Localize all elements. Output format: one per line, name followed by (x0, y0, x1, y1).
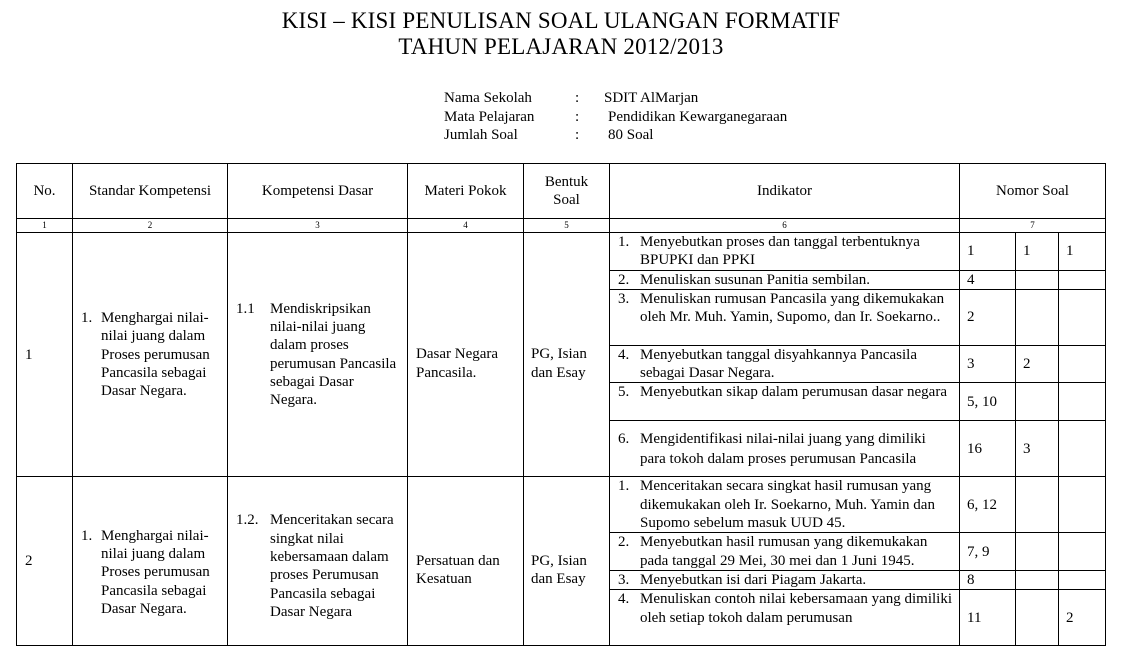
list-number: 1.2. (236, 512, 259, 529)
indikator-text: Menyebutkan hasil rumusan yang dikemukakan pada tanggal 29 Mei, 30 mei dan 1 Juni 1945. (640, 534, 928, 569)
indikator-text: Menuliskan contoh nilai kebersamaan yang dimiliki oleh setiap tokoh dalam perumusan (640, 591, 953, 626)
column-number-row (17, 219, 1106, 233)
info-colon: : (575, 90, 580, 106)
list-number: 2. (618, 534, 630, 551)
info-colon: : (575, 108, 580, 125)
indikator-cell (610, 570, 960, 589)
header-indikator: Indikator (610, 164, 960, 219)
nomor-soal-cell: 1 (1059, 233, 1106, 271)
list-number: 4. (618, 591, 630, 608)
indikator-text: Menyebutkan proses dan tanggal terbentuknya BPUPKI dan PPKI (640, 234, 920, 269)
nomor-soal-cell (1016, 570, 1059, 589)
info-value: SDIT AlMarjan (604, 90, 699, 106)
list-number: 1. (618, 234, 630, 250)
indikator-text: Menceritakan secara singkat hasil rumusan yang dikemukakan oleh Ir. Soekarno, Muh. Yamin dan Supomo sebelum masuk UUD 45. (640, 478, 935, 532)
nomor-soal-cell: 8 (960, 570, 1016, 589)
list-number: 6. (618, 430, 630, 447)
header-bentuk-soal: Bentuk Soal (524, 164, 610, 219)
row-number: 1 (17, 233, 73, 477)
indikator-text: Menuliskan susunan Panitia sembilan. (640, 271, 870, 288)
header-standar-kompetensi: Standar Kompetensi (73, 164, 228, 219)
nomor-soal-cell (1016, 590, 1059, 646)
indikator-cell (610, 233, 960, 271)
nomor-soal-cell (1059, 345, 1106, 383)
standar-kompetensi-cell (73, 477, 228, 646)
column-number: 4 (408, 219, 524, 233)
list-number: 1. (618, 478, 630, 495)
nomor-soal-cell (1059, 289, 1106, 345)
nomor-soal-cell (1059, 533, 1106, 571)
list-number: 3. (618, 571, 630, 588)
indikator-cell (610, 533, 960, 571)
nomor-soal-cell: 5, 10 (960, 383, 1016, 421)
header-kompetensi-dasar: Kompetensi Dasar (228, 164, 408, 219)
list-number: 3. (618, 290, 630, 307)
info-colon: : (575, 127, 580, 143)
list-number: 4. (618, 346, 630, 363)
indikator-text: Menyebutkan isi dari Piagam Jakarta. (640, 571, 867, 588)
nomor-soal-cell: 7, 9 (960, 533, 1016, 571)
column-number: 1 (17, 219, 73, 233)
indikator-cell (610, 345, 960, 383)
nomor-soal-cell (1016, 270, 1059, 289)
nomor-soal-cell (1016, 383, 1059, 421)
list-number: 5. (618, 384, 630, 401)
bentuk-soal-cell: PG, Isian dan Esay (524, 477, 610, 646)
info-value: 80 Soal (608, 127, 654, 143)
kisi-table (16, 163, 1106, 646)
column-number: 2 (73, 219, 228, 233)
indikator-cell (610, 289, 960, 345)
nomor-soal-cell (1016, 533, 1059, 571)
materi-pokok-cell: Dasar Negara Pancasila. (408, 233, 524, 477)
column-number: 5 (524, 219, 610, 233)
kompetensi-dasar-cell (228, 477, 408, 646)
nomor-soal-cell (1059, 270, 1106, 289)
indikator-text: Mengidentifikasi nilai-nilai juang yang dimiliki para tokoh dalam proses perumusan Pancasila (640, 430, 926, 467)
standar-kompetensi-text: Menghargai nilai-nilai juang dalam Proses perumusan Pancasila sebagai Dasar Negara. (101, 527, 210, 617)
list-number: 1. (81, 527, 93, 544)
nomor-soal-cell (1059, 570, 1106, 589)
row-number: 2 (17, 477, 73, 646)
indikator-cell (610, 383, 960, 421)
nomor-soal-cell: 3 (960, 345, 1016, 383)
column-number: 6 (610, 219, 960, 233)
header-row (17, 164, 1106, 219)
indikator-cell (610, 590, 960, 646)
indikator-cell (610, 421, 960, 477)
nomor-soal-cell (1016, 289, 1059, 345)
kompetensi-dasar-cell (228, 233, 408, 477)
table-row (17, 477, 1106, 533)
info-label: Mata Pelajaran (444, 108, 535, 125)
document-title: KISI – KISI PENULISAN SOAL ULANGAN FORMATIF (281, 8, 841, 33)
header-nomor-soal: Nomor Soal (960, 164, 1106, 219)
document-subtitle: TAHUN PELAJARAN 2012/2013 (398, 34, 724, 59)
indikator-text: Menuliskan rumusan Pancasila yang dikemukakan oleh Mr. Muh. Yamin, Supomo, dan Ir. Soekarno.. (640, 290, 945, 326)
standar-kompetensi-cell (73, 233, 228, 477)
list-number: 1.1 (236, 300, 255, 317)
list-number: 1. (81, 310, 93, 326)
list-number: 2. (618, 271, 630, 288)
kompetensi-dasar-text: Menceritakan secara singkat nilai kebersamaan dalam proses Perumusan Pancasila sebagai Dasar Negara (270, 512, 394, 620)
nomor-soal-cell: 16 (960, 421, 1016, 477)
nomor-soal-cell (1059, 477, 1106, 533)
materi-pokok-cell: Persatuan dan Kesatuan (408, 477, 524, 646)
info-label: Jumlah Soal (444, 127, 518, 143)
column-number: 7 (960, 219, 1106, 233)
nomor-soal-cell: 2 (1016, 345, 1059, 383)
header-no: No. (17, 164, 73, 219)
kompetensi-dasar-text: Mendiskripsikan nilai-nilai juang dalam proses perumusan Pancasila sebagai Dasar Negara. (270, 300, 397, 409)
nomor-soal-cell: 1 (960, 233, 1016, 271)
indikator-text: Menyebutkan sikap dalam perumusan dasar negara (640, 384, 947, 401)
indikator-cell (610, 270, 960, 289)
column-number: 3 (228, 219, 408, 233)
header-materi-pokok: Materi Pokok (408, 164, 524, 219)
nomor-soal-cell: 2 (1059, 590, 1106, 646)
nomor-soal-cell: 6, 12 (960, 477, 1016, 533)
nomor-soal-cell: 11 (960, 590, 1016, 646)
nomor-soal-cell (1059, 383, 1106, 421)
nomor-soal-cell: 2 (960, 289, 1016, 345)
nomor-soal-cell (1059, 421, 1106, 477)
info-label: Nama Sekolah (444, 90, 532, 106)
info-value: Pendidikan Kewarganegaraan (608, 108, 788, 125)
nomor-soal-cell: 1 (1016, 233, 1059, 271)
bentuk-soal-cell: PG, Isian dan Esay (524, 233, 610, 477)
nomor-soal-cell (1016, 477, 1059, 533)
indikator-text: Menyebutkan tanggal disyahkannya Pancasila sebagai Dasar Negara. (640, 346, 918, 382)
nomor-soal-cell: 4 (960, 270, 1016, 289)
nomor-soal-cell: 3 (1016, 421, 1059, 477)
indikator-cell (610, 477, 960, 533)
standar-kompetensi-text: Menghargai nilai-nilai juang dalam Proses perumusan Pancasila sebagai Dasar Negara. (101, 310, 210, 400)
table-row (17, 233, 1106, 271)
